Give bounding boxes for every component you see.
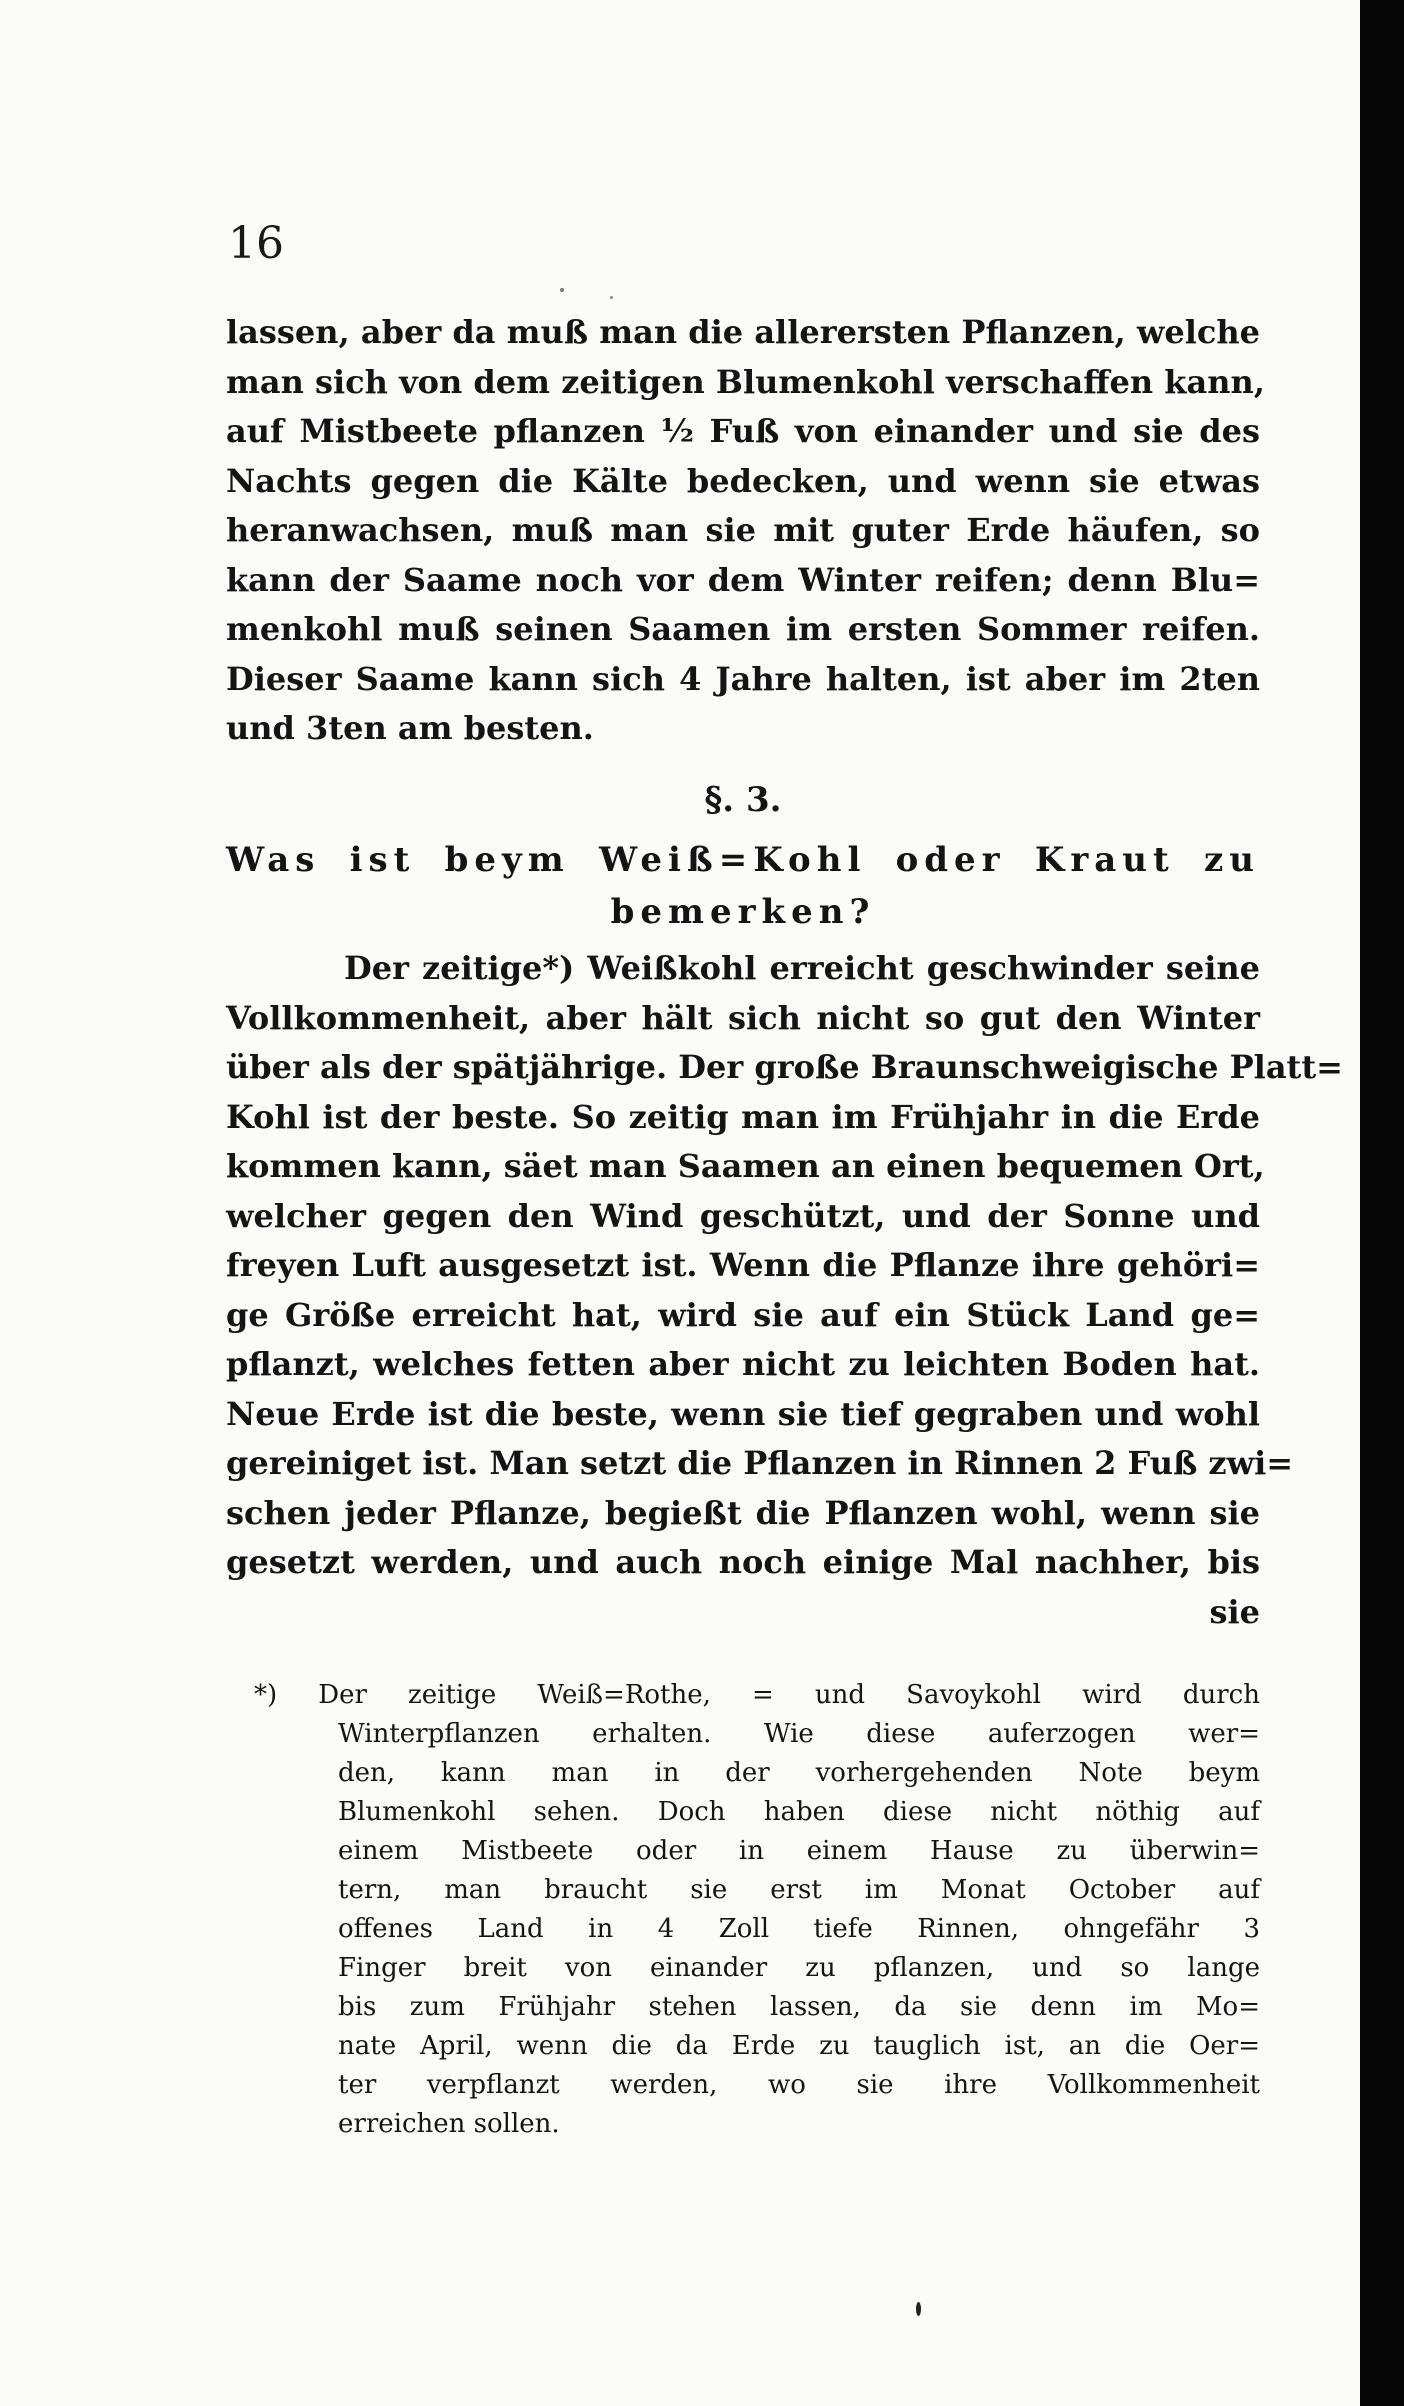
text-line: ge Größe erreicht hat, wird sie auf ein Stück Land ge= (226, 1295, 1260, 1334)
footnote-line: einem Mistbeete oder in einem Hause zu überwin= (338, 1836, 1260, 1866)
footnote-line: Blumenkohl sehen. Doch haben diese nicht nöthig auf (338, 1797, 1260, 1827)
footnote-line: offenes Land in 4 Zoll tiefe Rinnen, ohngefähr 3 (338, 1914, 1260, 1944)
footnote-line: *) Der zeitige Weiß=Rothe, = und Savoykohl wird durch (254, 1680, 1260, 1710)
footnote-line: ter verpflanzt werden, wo sie ihre Vollkommenheit (338, 2070, 1260, 2100)
text-line: über als der spätjährige. Der große Braunschweigische Platt= (226, 1048, 1343, 1086)
footnote-line: tern, man braucht sie erst im Monat October auf (338, 1875, 1260, 1905)
text-line: Vollkommenheit, aber hält sich nicht so gut den Winter (226, 998, 1260, 1037)
footnote-line: den, kann man in der vorhergehenden Note beym (338, 1758, 1260, 1788)
footnote-line: erreichen sollen. (338, 2109, 560, 2139)
scan-border (1360, 0, 1404, 2406)
ink-speck (610, 296, 613, 299)
text-line: gereiniget ist. Man setzt die Pflanzen in Rinnen 2 Fuß zwi= (226, 1444, 1294, 1482)
text-line: Dieser Saame kann sich 4 Jahre halten, ist aber im 2ten (226, 659, 1260, 698)
text-line: auf Mistbeete pflanzen ½ Fuß von einander und sie des (226, 412, 1260, 450)
text-line: heranwachsen, muß man sie mit guter Erde häufen, so (226, 511, 1260, 549)
catchword: sie (1209, 1592, 1260, 1631)
footnote-line: Finger breit von einander zu pflanzen, und so lange (338, 1953, 1260, 1983)
ink-speck (560, 288, 564, 292)
text-line: Nachts gegen die Kälte bedecken, und wenn sie etwas (226, 461, 1260, 500)
page-number: 16 (228, 218, 284, 269)
text-line: und 3ten am besten. (226, 709, 594, 747)
text-line: Der zeitige*) Weißkohl erreicht geschwinder seine (344, 949, 1260, 987)
text-line: kommen kann, säet man Saamen an einen bequemen Ort, (226, 1147, 1265, 1185)
text-line: Neue Erde ist die beste, wenn sie tief gegraben und wohl (226, 1394, 1260, 1433)
text-line: welcher gegen den Wind geschützt, und der Sonne und (226, 1196, 1260, 1235)
section-mark: §. 3. (704, 780, 782, 820)
footnote-line: nate April, wenn die da Erde zu tauglich ist, an die Oer= (338, 2031, 1260, 2061)
text-line: freyen Luft ausgesetzt ist. Wenn die Pflanze ihre gehöri= (226, 1246, 1260, 1284)
text-line: menkohl muß seinen Saamen im ersten Sommer reifen. (226, 610, 1260, 648)
heading-line: Was ist beym Weiß=Kohl oder Kraut zu (226, 840, 1260, 880)
footnote-line: bis zum Frühjahr stehen lassen, da sie denn im Mo= (338, 1992, 1260, 2022)
text-line: pflanzt, welches fetten aber nicht zu leichten Boden hat. (226, 1345, 1260, 1383)
text-line: gesetzt werden, und auch noch einige Mal nachher, bis (226, 1543, 1260, 1581)
text-line: schen jeder Pflanze, begießt die Pflanzen wohl, wenn sie (226, 1493, 1260, 1532)
footnote (254, 1676, 1260, 2144)
section-heading (226, 834, 1260, 938)
text-line: lassen, aber da muß man die allerersten Pflanzen, welche (226, 313, 1260, 351)
footnote-line: Winterpflanzen erhalten. Wie diese auferzogen wer= (338, 1719, 1260, 1749)
text-line: Kohl ist der beste. So zeitig man im Frühjahr in die Erde (226, 1097, 1260, 1136)
paragraph-continued (226, 308, 1265, 754)
paragraph-main (226, 944, 1343, 1637)
ink-speck (916, 2302, 921, 2316)
heading-line: bemerken? (610, 892, 876, 932)
text-line: kann der Saame noch vor dem Winter reifen; denn Blu= (226, 560, 1260, 599)
text-line: man sich von dem zeitigen Blumenkohl verschaffen kann, (226, 362, 1265, 401)
